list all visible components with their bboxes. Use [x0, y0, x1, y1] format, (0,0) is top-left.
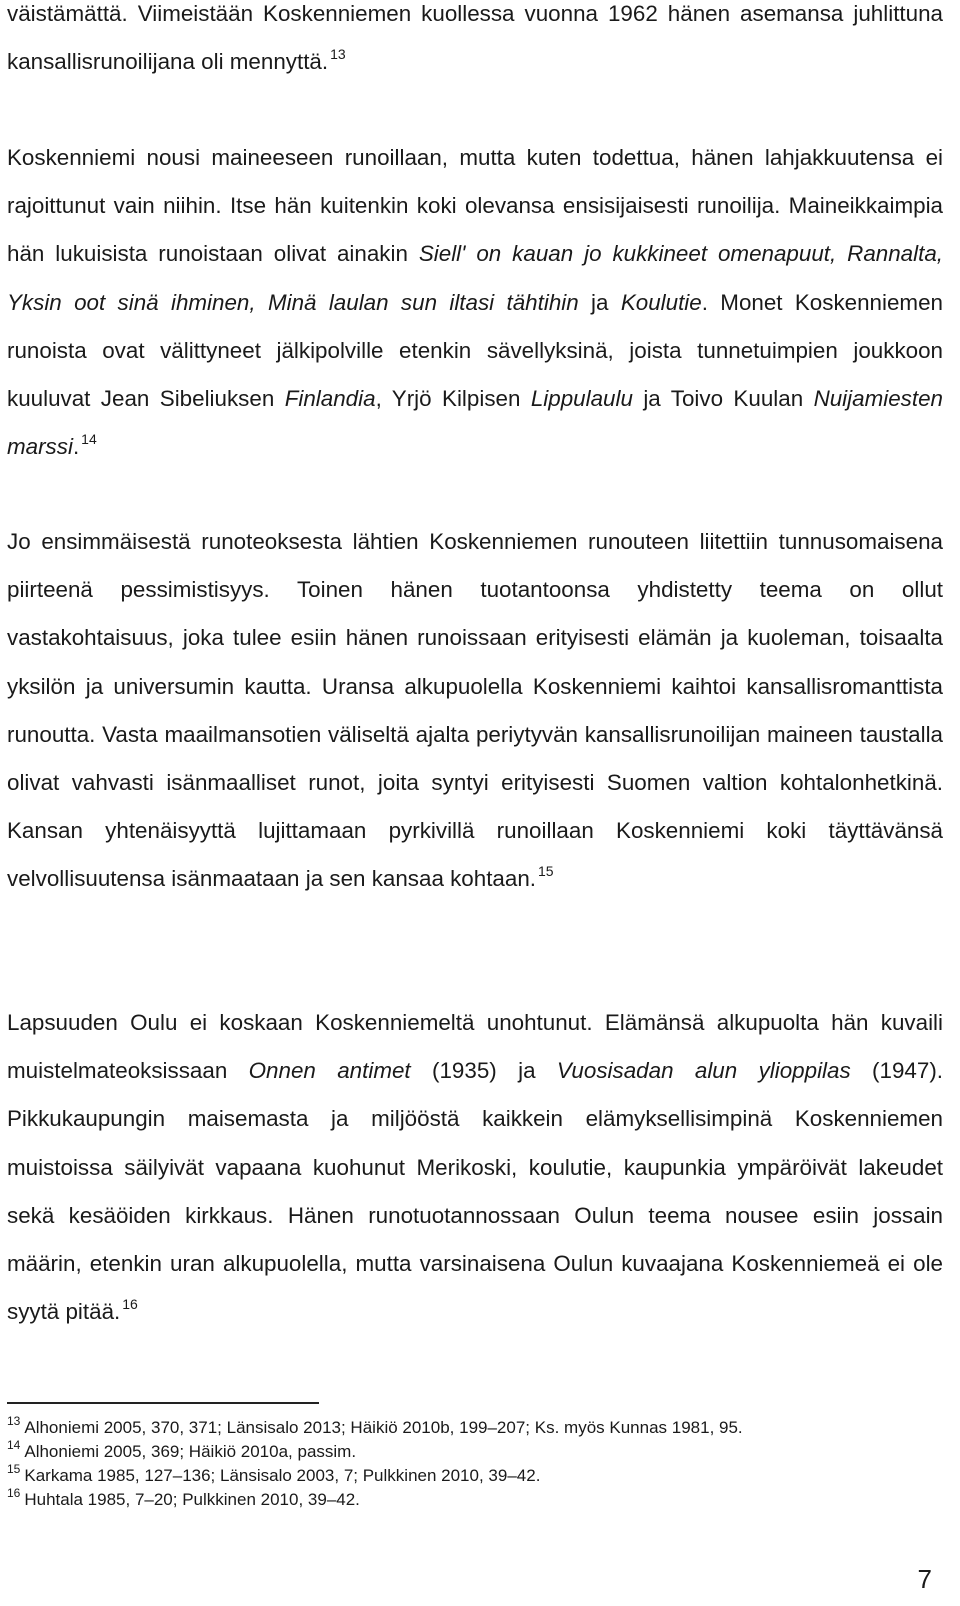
footnote: [7, 1464, 947, 1488]
text-run: .: [72, 434, 80, 460]
text-run: ja: [578, 289, 621, 315]
paragraph: [7, 134, 943, 473]
text-run: Koskenniemi nousi maineeseen runoillaan, mutta kuten todettua, hänen lahjakkuutensa ei rajoittunut vain niihin. Itse hän kuitenkin koki olevansa ensisijaisesti runoilija. Maineikkaimpia hän lukuisista runoistaan olivat ainakin: [7, 145, 943, 267]
text-run: , Yrjö Kilpisen: [375, 386, 531, 412]
footnote-number: 15: [7, 1462, 21, 1476]
footnote: [7, 1488, 947, 1512]
footnote: [7, 1440, 947, 1464]
footnotes: [7, 1416, 947, 1512]
text-run: . Monet Koskenniemen runoista ovat välittyneet jälkipolville etenkin sävellyksinä, joista tunnetuimpien joukkoon kuuluvat Jean Sibeliuksen: [7, 289, 943, 412]
text-run: (1935) ja: [410, 1058, 557, 1084]
text-run: (1947). Pikkukaupungin maisemasta ja miljööstä kaikkein elämyksellisimpinä Koskenniemen muistoissa säilyivät vapaana kuohunut Merikoski, koulutie, kaupunkia ympäröivät lakeudet sekä kesäöiden kirkkaus. Hänen runotuotannossaan Oulun teema nousee esiin jossain määrin, etenkin uran alkupuolella, mutta varsinaisena Oulun kuvaajana Koskenniemeä ei ole syytä pitää.: [7, 1058, 943, 1325]
poem-titles: Siell' on kauan jo kukkineet omenapuut, Rannalta, Yksin oot sinä ihminen, Minä laulan sun iltasi tähtihin: [7, 241, 943, 315]
work-title: Lippulaulu: [530, 386, 633, 412]
footnote-number: 13: [7, 1414, 21, 1428]
footnote-separator: [7, 1402, 319, 1404]
text-run: Jo ensimmäisestä runoteoksesta lähtien Koskenniemen runouteen liitettiin tunnusomaisena piirteenä pessimistisyys. Toinen hänen tuotantoonsa yhdistetty teema on ollut vastakohtaisuus, joka tulee esiin hänen runoissaan erityisesti elämän ja kuoleman, toisaalta yksilön ja universumin kautta. Uransa alkupuolella Koskenniemi kaihtoi kansallisromanttista runoutta. Vasta maailmansotien väliseltä ajalta periytyvän kansallisrunoilijan maineen taustalla olivat vahvasti isänmaalliset runot, joita syntyi erityisesti Suomen valtion kohtalonhetkinä. Kansan yhtenäisyyttä lujittamaan pyrkivillä runoillaan Koskenniemi koki täyttävänsä velvollisuutensa isänmaataan ja sen kansaa kohtaan.: [7, 529, 943, 892]
footnote: [7, 1416, 947, 1440]
work-title: Vuosisadan alun ylioppilas: [556, 1058, 851, 1084]
footnote-text: Huhtala 1985, 7–20; Pulkkinen 2010, 39–42.: [24, 1490, 360, 1509]
footnote-number: 16: [7, 1486, 21, 1500]
paragraph: [7, 518, 943, 906]
footnote-ref: 13: [330, 46, 346, 63]
footnote-ref: 16: [122, 1296, 138, 1313]
text-run: väistämättä. Viimeistään Koskenniemen kuollessa vuonna 1962 hänen asemansa juhlittuna kansallisrunoilijana oli mennyttä.: [7, 1, 943, 75]
work-title: Onnen antimet: [248, 1058, 411, 1084]
footnote-number: 14: [7, 1438, 21, 1452]
footnote-text: Alhoniemi 2005, 369; Häikiö 2010a, passim.: [24, 1442, 357, 1461]
footnote-text: Alhoniemi 2005, 370, 371; Länsisalo 2013; Häikiö 2010b, 199–207; Ks. myös Kunnas 1981, 95.: [24, 1418, 743, 1437]
paragraph: [7, 0, 943, 88]
paragraph: [7, 999, 943, 1338]
footnote-ref: 14: [81, 431, 97, 448]
work-title: Finlandia: [284, 386, 376, 412]
page-number: 7: [917, 1564, 932, 1594]
text-run: Lapsuuden Oulu ei koskaan Koskenniemeltä unohtunut. Elämänsä alkupuolta hän kuvaili muistelmateoksissaan: [7, 1010, 943, 1084]
poem-title: Koulutie: [620, 289, 702, 315]
footnote-ref: 15: [538, 863, 554, 880]
work-title: Nuijamiesten marssi: [7, 386, 943, 460]
footnote-text: Karkama 1985, 127–136; Länsisalo 2003, 7; Pulkkinen 2010, 39–42.: [24, 1466, 541, 1485]
text-run: ja Toivo Kuulan: [632, 386, 814, 412]
